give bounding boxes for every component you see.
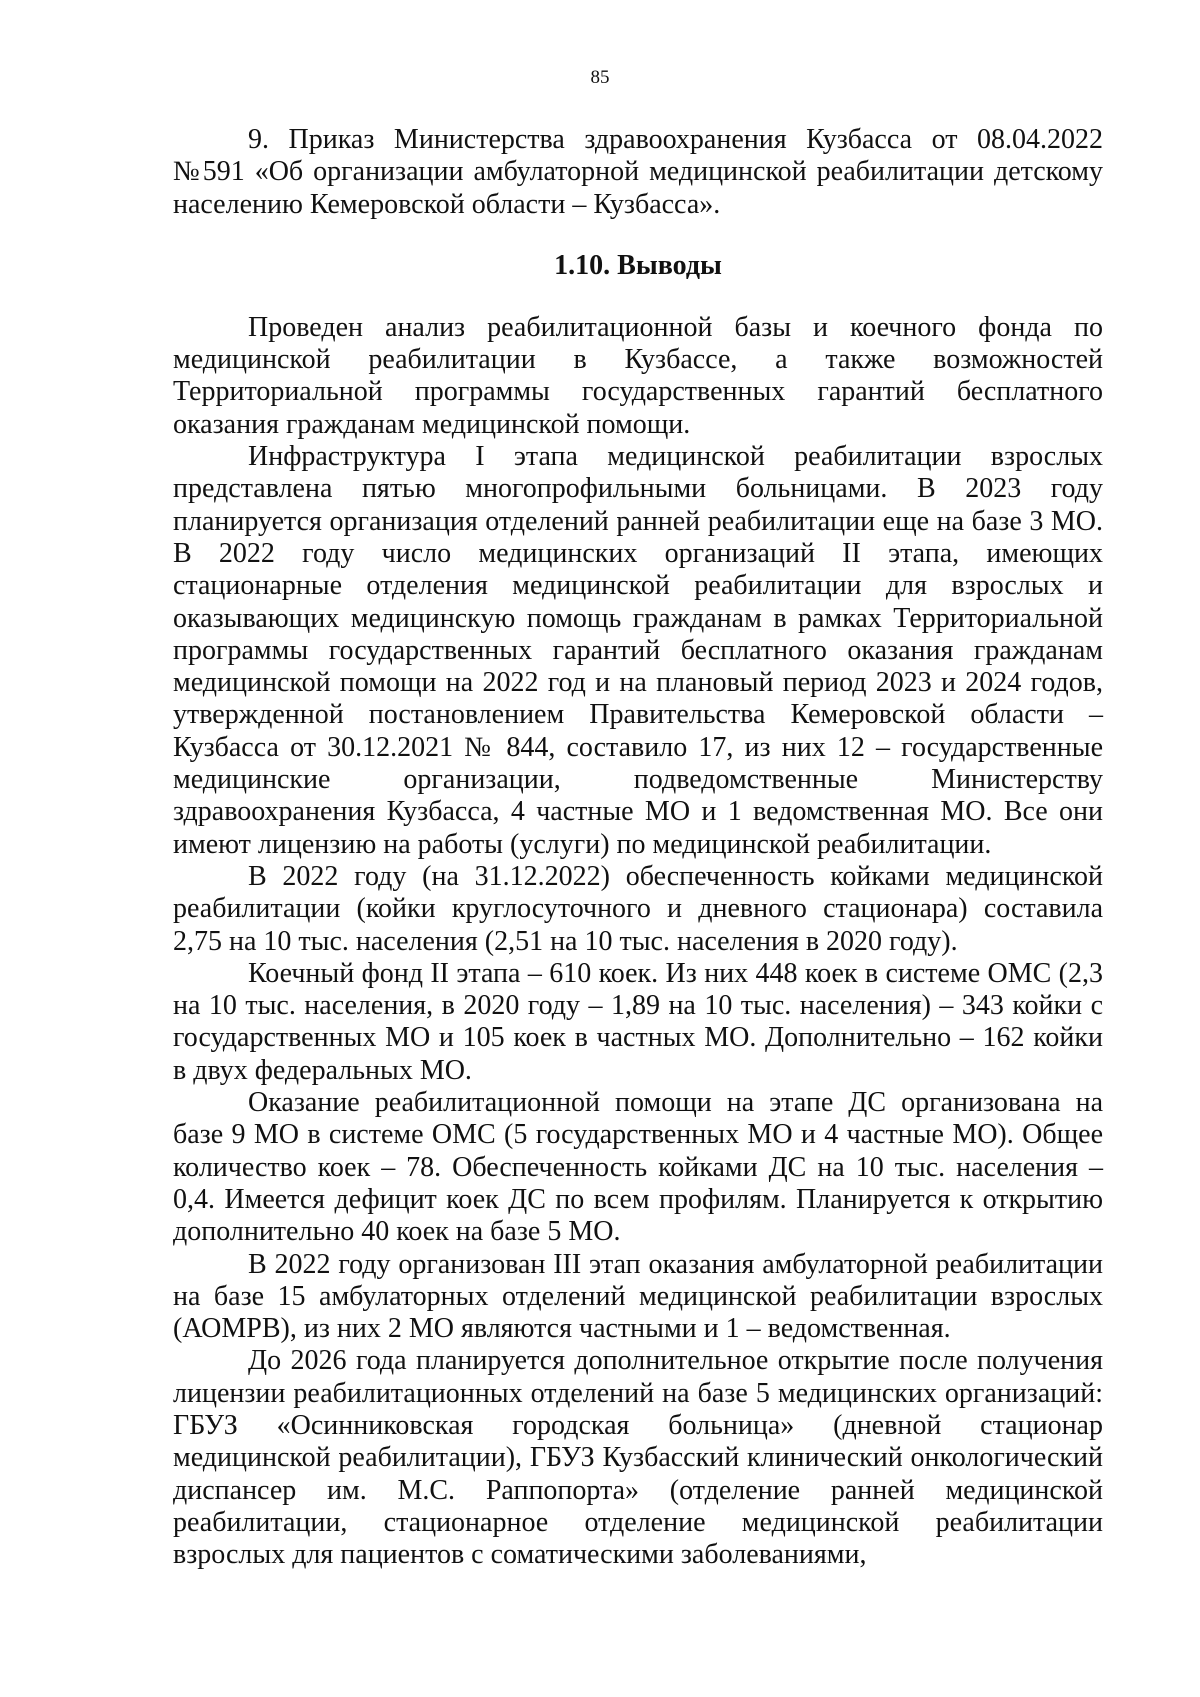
intro-paragraph: 9. Приказ Министерства здравоохранения Кузбасса от 08.04.2022 №591 «Об организации амбулаторной медицинской реабилитации детскому населению Кемеровской области – Кузбасса».: [173, 124, 1103, 220]
page-number: 85: [590, 67, 610, 88]
paragraph-plans-2026: До 2026 года планируется дополнительное открытие после получения лицензии реабилитационных отделений на базе 5 медицинских организаций: ГБУЗ «Осинниковская городская больница» (дневной стационар медицинской реабилитации), ГБУЗ Кузбасский клинический онкологический диспансер им. М.С. Раппопорта» (отделение ранней медицинской реабилитации, стационарное отделение медицинской реабилитации взрослых для пациентов с соматическими заболеваниями,: [173, 1345, 1103, 1571]
document-body: [173, 124, 1103, 1571]
paragraph-stage-three: В 2022 году организован III этап оказания амбулаторной реабилитации на базе 15 амбулаторных отделений медицинской реабилитации взрослых (АОМРВ), из них 2 МО являются частными и 1 – ведомственная.: [173, 1248, 1103, 1345]
paragraph-infrastructure: Инфраструктура I этапа медицинской реабилитации взрослых представлена пятью многопрофильными больницами. В 2023 году планируется организация отделений ранней реабилитации еще на базе 3 МО. В 2022 году число медицинских организаций II этапа, имеющих стационарные отделения медицинской реабилитации для взрослых и оказывающих медицинскую помощь гражданам в рамках Территориальной программы государственных гарантий бесплатного оказания гражданам медицинской помощи на 2022 год и на плановый период 2023 и 2024 годов, утвержденной постановлением Правительства Кемеровской области – Кузбасса от 30.12.2021 № 844, составило 17, из них 12 – государственные медицинские организации, подведомственные Министерству здравоохранения Кузбасса, 4 частные МО и 1 ведомственная МО. Все они имеют лицензию на работы (услуги) по медицинской реабилитации.: [173, 441, 1103, 860]
paragraph-day-hospital: Оказание реабилитационной помощи на этапе ДС организована на базе 9 МО в системе ОМС (5 государственных МО и 4 частные МО). Общее количество коек – 78. Обеспеченность койками ДС на 10 тыс. населения – 0,4. Имеется дефицит коек ДС по всем профилям. Планируется к открытию дополнительно 40 коек на базе 5 МО.: [173, 1087, 1103, 1248]
paragraph-bed-supply: В 2022 году (на 31.12.2022) обеспеченность койками медицинской реабилитации (койки круглосуточного и дневного стационара) составила 2,75 на 10 тыс. населения (2,51 на 10 тыс. населения в 2020 году).: [173, 860, 1103, 957]
paragraph-analysis: Проведен анализ реабилитационной базы и коечного фонда по медицинской реабилитации в Кузбассе, а также возможностей Территориальной программы государственных гарантий бесплатного оказания гражданам медицинской помощи.: [173, 311, 1103, 440]
paragraph-bed-fund: Коечный фонд II этапа – 610 коек. Из них 448 коек в системе ОМС (2,3 на 10 тыс. населения, в 2020 году – 1,89 на 10 тыс. населения) – 343 койки с государственных МО и 105 коек в частных МО. Дополнительно – 162 койки в двух федеральных МО.: [173, 957, 1103, 1086]
section-heading: 1.10. Выводы: [554, 249, 722, 281]
